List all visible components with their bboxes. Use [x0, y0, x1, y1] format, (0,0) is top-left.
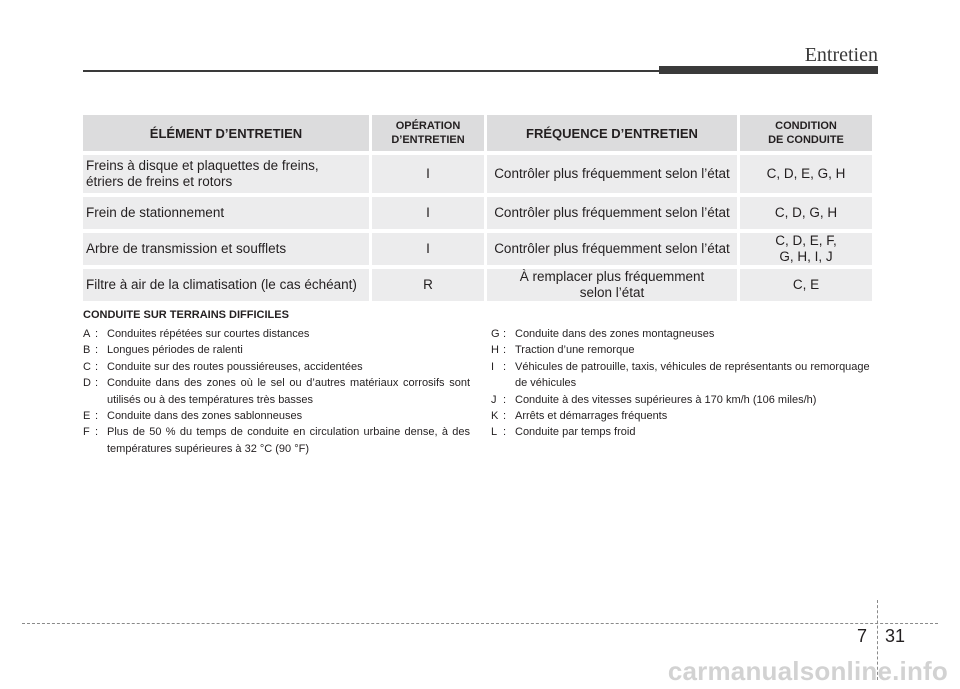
cell-operation: I — [372, 233, 484, 265]
legend-entry: B : Longues périodes de ralenti — [83, 342, 470, 358]
chapter-number: 7 — [857, 626, 868, 646]
cell-condition: C, E — [740, 269, 872, 301]
header-rule — [83, 70, 659, 72]
legend-entry: H : Traction d’une remorque — [491, 342, 878, 358]
footer-divider — [22, 623, 938, 624]
legend-key: I — [491, 360, 495, 373]
legend-key: L — [491, 426, 498, 439]
legend-entry: C : Conduite sur des routes poussiéreuses, accidentées — [83, 359, 470, 375]
legend-text: Plus de 50 % du temps de conduite en circulation urbaine dense, à des températures supérieures à 32 °C (90 °F) — [107, 426, 470, 455]
cell-operation: R — [372, 269, 484, 301]
cell-condition: C, D, E, F, G, H, I, J — [740, 233, 872, 265]
section-title: Entretien — [804, 44, 878, 66]
legend-entry: I : Véhicules de patrouille, taxis, véhicules de représentants ou remorquage de véhicules — [491, 359, 878, 392]
table-row — [83, 197, 872, 229]
legend-text: Conduites répétées sur courtes distances — [107, 328, 310, 340]
legend-entry: E : Conduite dans des zones sablonneuses — [83, 408, 470, 424]
cell-condition: C, D, E, G, H — [740, 155, 872, 193]
legend-text: Véhicules de patrouille, taxis, véhicules de représentants ou remorquage de véhicules — [515, 360, 870, 390]
cell-frequency: Contrôler plus fréquemment selon l’état — [487, 197, 737, 229]
table-row — [83, 269, 872, 301]
table-row — [83, 233, 872, 265]
legend-key: F — [83, 426, 90, 439]
legend-key: D — [83, 377, 91, 390]
legend-entry: K : Arrêts et démarrages fréquents — [491, 408, 878, 424]
legend-key: C — [83, 360, 91, 373]
legend-text: Arrêts et démarrages fréquents — [515, 410, 668, 423]
legend-entry: D : Conduite dans des zones où le sel ou d’autres matériaux corrosifs sont utilisés ou à des températures très basses — [83, 375, 470, 408]
table-row — [83, 155, 872, 193]
legend-entry: F : Plus de 50 % du temps de conduite en circulation urbaine dense, à des températures supérieures à 32 °C (90 °F) — [83, 424, 470, 457]
legend-text: Conduite dans des zones où le sel ou d’autres matériaux corrosifs sont utilisés ou à des températures très basses — [107, 377, 470, 406]
legend-key: K — [491, 410, 499, 423]
legend-key: A — [83, 328, 91, 340]
legend-key: G — [491, 328, 500, 340]
maintenance-table — [80, 111, 875, 305]
legend-text: Conduite dans des zones montagneuses — [515, 328, 715, 340]
legend-column-left — [83, 326, 470, 457]
header-frequency: FRÉQUENCE D’ENTRETIEN — [487, 115, 737, 151]
legend-column-right — [491, 326, 878, 441]
watermark-logo: carmanualsonline.info — [667, 656, 948, 686]
legend-key: B — [83, 344, 91, 357]
cell-operation: I — [372, 155, 484, 193]
legend-entry: L : Conduite par temps froid — [491, 424, 878, 440]
legend-key: H — [491, 344, 499, 357]
cell-frequency: À remplacer plus fréquemment selon l’état — [487, 269, 737, 301]
table-header-row — [83, 115, 872, 151]
cell-item: Frein de stationnement — [83, 197, 369, 229]
legend-entry: G : Conduite dans des zones montagneuses — [491, 326, 878, 342]
driving-conditions-legend — [83, 307, 878, 455]
page-number: 31 — [885, 626, 906, 646]
cell-item: Filtre à air de la climatisation (le cas échéant) — [83, 269, 369, 301]
cell-condition: C, D, G, H — [740, 197, 872, 229]
legend-text: Conduite à des vitesses supérieures à 170 km/h (106 miles/h) — [515, 393, 817, 406]
cell-frequency: Contrôler plus fréquemment selon l’état — [487, 155, 737, 193]
legend-key: J — [491, 393, 497, 406]
header-condition: CONDITION DE CONDUITE — [740, 115, 872, 151]
header-operation: OPÉRATION D’ENTRETIEN — [372, 115, 484, 151]
legend-text: Traction d’une remorque — [515, 344, 635, 357]
cell-item: Freins à disque et plaquettes de freins, étriers de freins et rotors — [83, 155, 369, 193]
legend-text: Conduite dans des zones sablonneuses — [107, 410, 303, 423]
header-item: ÉLÉMENT D’ENTRETIEN — [83, 115, 369, 151]
legend-text: Conduite par temps froid — [515, 426, 636, 439]
header-rule-accent — [659, 66, 878, 74]
legend-entry: A : Conduites répétées sur courtes distances — [83, 326, 470, 342]
legend-title: CONDUITE SUR TERRAINS DIFFICILES — [83, 309, 289, 321]
legend-key: E — [83, 410, 91, 423]
legend-entry: J : Conduite à des vitesses supérieures à 170 km/h (106 miles/h) — [491, 392, 878, 408]
cell-item: Arbre de transmission et soufflets — [83, 233, 369, 265]
legend-text: Conduite sur des routes poussiéreuses, accidentées — [107, 360, 363, 373]
cell-operation: I — [372, 197, 484, 229]
legend-text: Longues périodes de ralenti — [107, 344, 243, 357]
cell-frequency: Contrôler plus fréquemment selon l’état — [487, 233, 737, 265]
